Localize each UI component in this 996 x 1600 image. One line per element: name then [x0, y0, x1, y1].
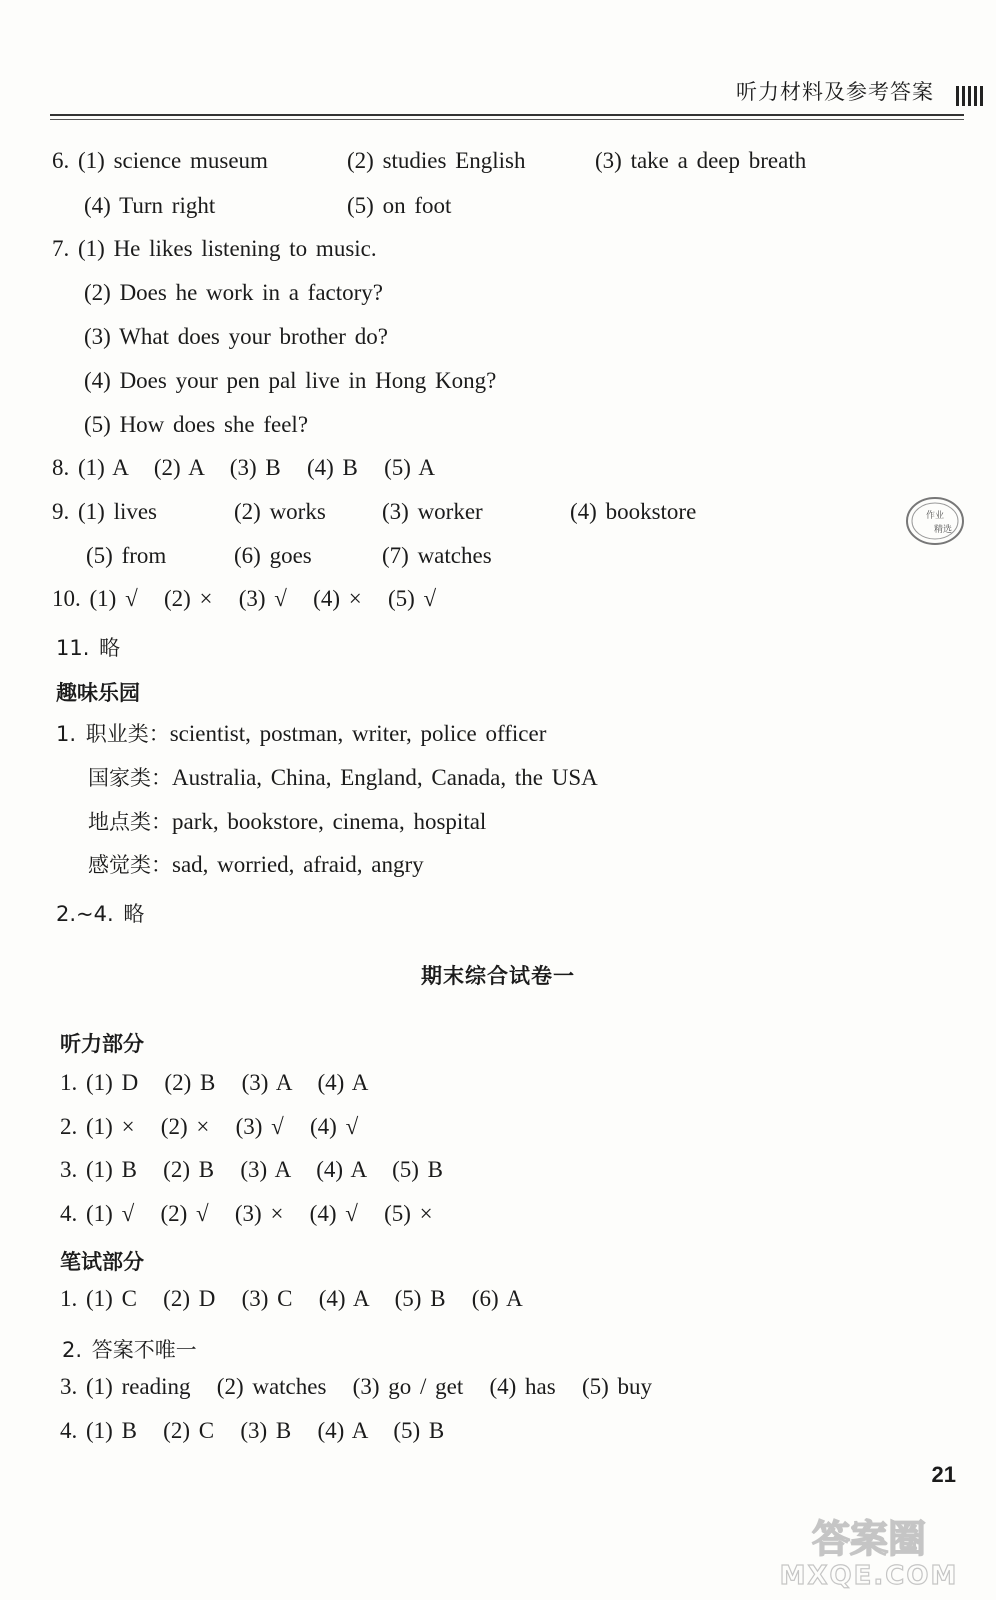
stamp-seal-icon — [904, 494, 966, 548]
category-words: sad, worried, afraid, angry — [172, 852, 424, 877]
section-heading-listening: 听力部分 — [60, 1032, 144, 1056]
category-row-countries — [88, 762, 598, 792]
category-row-feelings — [88, 849, 424, 879]
category-row-jobs — [56, 718, 546, 748]
answer-line-q6 — [52, 148, 807, 174]
category-words: park, bookstore, cinema, hospital — [172, 809, 487, 834]
answer-line-q10: 10. (1) √ (2) × (3) √ (4) × (5) √ — [52, 586, 437, 611]
answer-line-q9 — [52, 499, 697, 525]
answer-line-q7-4: (4) Does your pen pal live in Hong Kong? — [84, 368, 497, 393]
answer-line-q9-cont — [86, 543, 492, 569]
category-label: 感觉类： — [88, 853, 172, 877]
answer-line-q6-cont — [84, 193, 452, 219]
answer-item: 6. (1) science museum — [52, 148, 268, 173]
answer-line-q8: 8. (1) A (2) A (3) B (4) B (5) A — [52, 455, 436, 480]
answer-item: (3) worker — [382, 499, 483, 524]
svg-text:作业: 作业 — [926, 511, 945, 521]
answer-item: (4) Turn right — [84, 193, 216, 218]
answer-item: (5) on foot — [347, 193, 452, 218]
running-header: 听力材料及参考答案 — [736, 80, 934, 104]
answer-item: 9. (1) lives — [52, 499, 158, 524]
section-heading-writing: 笔试部分 — [60, 1250, 144, 1274]
category-words: Australia, China, England, Canada, the USA — [172, 765, 598, 790]
writing-answer-1: 1. (1) C (2) D (3) C (4) A (5) B (6) A — [60, 1286, 523, 1311]
category-words: scientist, postman, writer, police officer — [169, 721, 547, 746]
listening-answer-3: 3. (1) B (2) B (3) A (4) A (5) B — [60, 1157, 444, 1182]
watermark-logo-icon — [764, 1510, 974, 1590]
listening-answer-4: 4. (1) √ (2) √ (3) × (4) √ (5) × — [60, 1201, 433, 1226]
answer-line-q7-2: (2) Does he work in a factory? — [84, 280, 383, 305]
answer-line-q7-3: (3) What does your brother do? — [84, 324, 388, 349]
category-label: 地点类： — [88, 810, 172, 834]
answer-line-q7-1: 7. (1) He likes listening to music. — [52, 236, 377, 261]
svg-text:答案圈: 答案圈 — [811, 1517, 927, 1561]
header-rule — [50, 114, 964, 116]
exam-title: 期末综合试卷一 — [421, 964, 575, 988]
header-bars-icon — [956, 84, 984, 108]
answer-item: (2) works — [234, 499, 326, 524]
writing-answer-2: 2. 答案不唯一 — [62, 1338, 197, 1362]
header-rule-thin — [50, 119, 964, 120]
listening-answer-2: 2. (1) × (2) × (3) √ (4) √ — [60, 1114, 359, 1139]
writing-answer-3: 3. (1) reading (2) watches (3) go / get (4) has (5) buy — [60, 1374, 653, 1399]
answer-item: (2) studies English — [347, 148, 526, 173]
category-label: 1. 职业类： — [56, 722, 170, 746]
section-heading-fun: 趣味乐园 — [56, 681, 140, 705]
listening-answer-1: 1. (1) D (2) B (3) A (4) A — [60, 1070, 369, 1095]
answer-item: (7) watches — [382, 543, 492, 568]
writing-answer-4: 4. (1) B (2) C (3) B (4) A (5) B — [60, 1418, 445, 1443]
fun-section-tail: 2.~4. 略 — [56, 902, 145, 926]
answer-line-q7-5: (5) How does she feel? — [84, 412, 309, 437]
answer-item: (5) from — [86, 543, 167, 568]
category-label: 国家类： — [88, 766, 172, 790]
answer-item: (4) bookstore — [570, 499, 697, 524]
category-row-places — [88, 806, 486, 836]
svg-text:MXQE.COM: MXQE.COM — [779, 1561, 959, 1590]
answer-line-q11: 11. 略 — [56, 636, 121, 660]
svg-text:精选: 精选 — [934, 525, 953, 535]
page-number: 21 — [931, 1462, 956, 1487]
answer-item: (3) take a deep breath — [595, 148, 807, 173]
answer-item: (6) goes — [234, 543, 312, 568]
